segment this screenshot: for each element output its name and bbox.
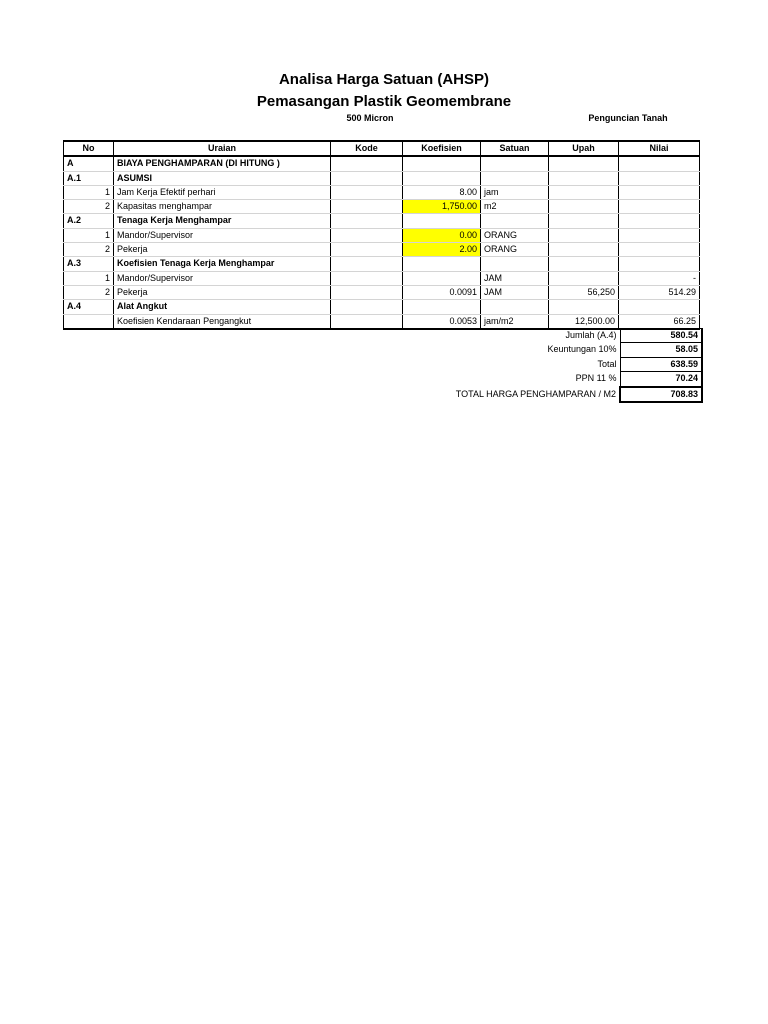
row-unit: [481, 171, 549, 185]
summary-value: 708.83: [620, 387, 702, 402]
row-number: A.3: [64, 257, 114, 271]
row-wage: 12,500.00: [549, 314, 619, 329]
table-row: [64, 185, 700, 199]
row-item-number: 1: [64, 228, 114, 242]
row-coefficient: 8.00: [403, 185, 481, 199]
row-coefficient: [403, 300, 481, 314]
row-description: Jam Kerja Efektif perhari: [114, 185, 331, 199]
row-wage: [549, 243, 619, 257]
column-header: No: [64, 141, 114, 156]
row-code: [331, 200, 403, 214]
row-coefficient: 0.0053: [403, 314, 481, 329]
row-value: [619, 171, 700, 185]
row-value: [619, 257, 700, 271]
summary-row: [300, 357, 702, 371]
summary-label: PPN 11 %: [575, 373, 617, 384]
table-header-row: [64, 141, 700, 156]
row-wage: [549, 200, 619, 214]
ahsp-table: [63, 140, 700, 330]
table-row: [64, 156, 700, 171]
row-number: A.1: [64, 171, 114, 185]
column-header: Koefisien: [403, 141, 481, 156]
row-description: Koefisien Kendaraan Pengangkut: [114, 314, 331, 329]
table-row: [64, 257, 700, 271]
row-wage: [549, 214, 619, 228]
row-value: [619, 243, 700, 257]
row-description: Kapasitas menghampar: [114, 200, 331, 214]
summary-table: [300, 328, 703, 403]
summary-row: [300, 329, 702, 343]
table-row: [64, 243, 700, 257]
row-wage: [549, 171, 619, 185]
page-title: Analisa Harga Satuan (AHSP): [278, 71, 490, 88]
row-item-number: 1: [64, 185, 114, 199]
row-unit: jam/m2: [481, 314, 549, 329]
row-unit: [481, 156, 549, 171]
row-value: [619, 185, 700, 199]
row-coefficient: [403, 214, 481, 228]
row-coefficient: 1,750.00: [403, 200, 481, 214]
row-code: [331, 300, 403, 314]
column-header: Upah: [549, 141, 619, 156]
row-code: [331, 171, 403, 185]
row-code: [331, 185, 403, 199]
summary-label: Jumlah (A.4): [565, 330, 617, 340]
row-unit: [481, 257, 549, 271]
row-coefficient: [403, 271, 481, 285]
summary-label: Keuntungan 10%: [547, 344, 617, 355]
row-unit: m2: [481, 200, 549, 214]
row-coefficient: [403, 257, 481, 271]
row-value: -: [619, 271, 700, 285]
row-value: 514.29: [619, 285, 700, 299]
row-unit: ORANG: [481, 243, 549, 257]
page-subtitle: Pemasangan Plastik Geomembrane: [256, 93, 512, 110]
row-description: Mandor/Supervisor: [114, 228, 331, 242]
row-number: A.4: [64, 300, 114, 314]
row-coefficient: [403, 156, 481, 171]
row-coefficient: 2.00: [403, 243, 481, 257]
row-unit: JAM: [481, 271, 549, 285]
column-header: Kode: [331, 141, 403, 156]
row-number: [64, 314, 114, 329]
row-code: [331, 314, 403, 329]
summary-value: 70.24: [620, 372, 702, 387]
row-wage: [549, 228, 619, 242]
row-code: [331, 214, 403, 228]
row-wage: [549, 257, 619, 271]
row-unit: [481, 214, 549, 228]
table-row: [64, 200, 700, 214]
table-row: [64, 314, 700, 329]
material-note: 500 Micron: [346, 113, 394, 123]
row-description: Tenaga Kerja Menghampar: [114, 214, 331, 228]
row-value: [619, 200, 700, 214]
summary-row: [300, 343, 702, 357]
row-wage: 56,250: [549, 285, 619, 299]
summary-label: Total: [597, 358, 617, 369]
row-code: [331, 257, 403, 271]
table-row: [64, 285, 700, 299]
table-row: [64, 300, 700, 314]
table-row: [64, 271, 700, 285]
summary-row: [300, 387, 702, 402]
row-value: [619, 214, 700, 228]
row-unit: [481, 300, 549, 314]
row-description: Pekerja: [114, 285, 331, 299]
row-item-number: 2: [64, 243, 114, 257]
row-wage: [549, 156, 619, 171]
row-description: ASUMSI: [114, 171, 331, 185]
row-coefficient: [403, 171, 481, 185]
row-description: BIAYA PENGHAMPARAN (DI HITUNG ): [114, 156, 331, 171]
row-unit: ORANG: [481, 228, 549, 242]
row-code: [331, 243, 403, 257]
table-row: [64, 228, 700, 242]
row-item-number: 2: [64, 285, 114, 299]
row-wage: [549, 300, 619, 314]
summary-value: 580.54: [620, 329, 702, 343]
summary-value: 58.05: [620, 343, 702, 357]
row-item-number: 2: [64, 200, 114, 214]
row-value: [619, 300, 700, 314]
row-coefficient: 0.0091: [403, 285, 481, 299]
row-value: [619, 228, 700, 242]
row-coefficient: 0.00: [403, 228, 481, 242]
row-number: A.2: [64, 214, 114, 228]
row-wage: [549, 271, 619, 285]
work-note: Penguncian Tanah: [588, 113, 668, 123]
row-code: [331, 156, 403, 171]
table-row: [64, 171, 700, 185]
row-number: A: [64, 156, 114, 171]
row-description: Pekerja: [114, 243, 331, 257]
row-unit: JAM: [481, 285, 549, 299]
summary-row: [300, 372, 702, 387]
row-unit: jam: [481, 185, 549, 199]
row-value: [619, 156, 700, 171]
column-header: Uraian: [114, 141, 331, 156]
row-description: Mandor/Supervisor: [114, 271, 331, 285]
column-header: Satuan: [481, 141, 549, 156]
summary-label: TOTAL HARGA PENGHAMPARAN / M2: [455, 388, 616, 399]
row-code: [331, 285, 403, 299]
row-description: Koefisien Tenaga Kerja Menghampar: [114, 257, 331, 271]
column-header: Nilai: [619, 141, 700, 156]
row-code: [331, 228, 403, 242]
table-row: [64, 214, 700, 228]
row-description: Alat Angkut: [114, 300, 331, 314]
row-item-number: 1: [64, 271, 114, 285]
row-value: 66.25: [619, 314, 700, 329]
row-code: [331, 271, 403, 285]
summary-value: 638.59: [620, 357, 702, 371]
row-wage: [549, 185, 619, 199]
